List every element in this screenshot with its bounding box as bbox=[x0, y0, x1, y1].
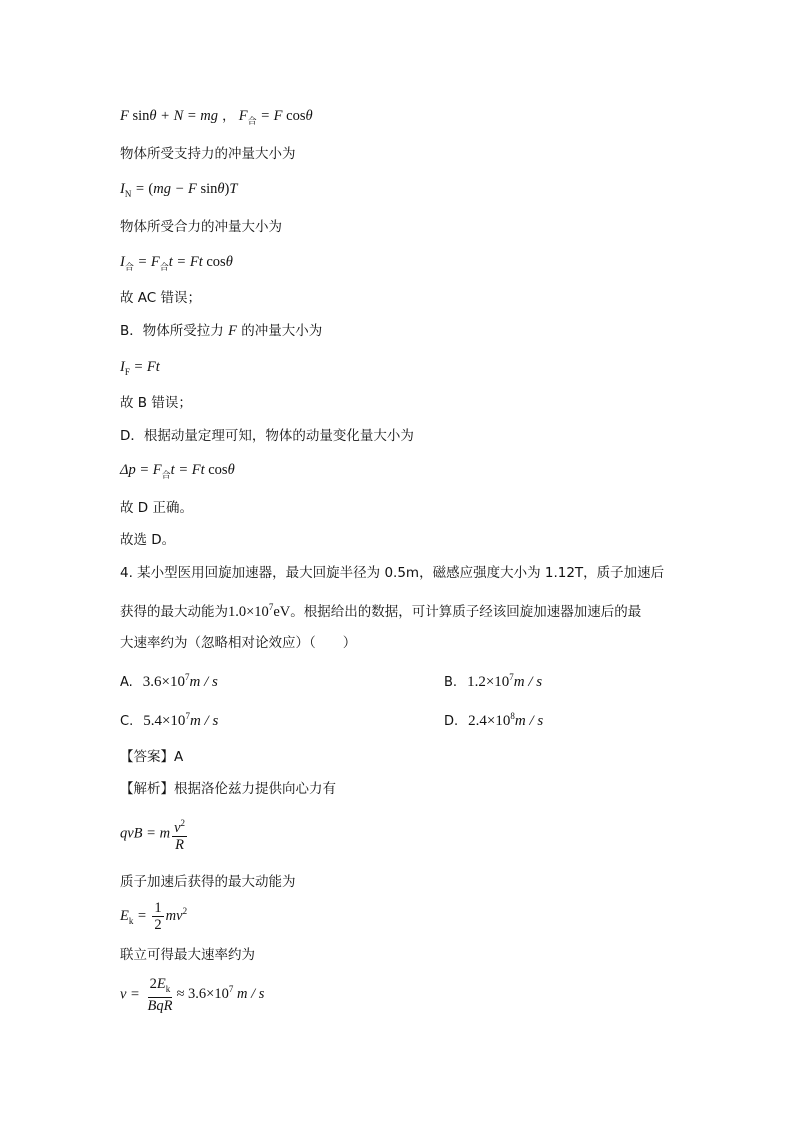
text-support-impulse-label: 物体所受支持力的冲量大小为 bbox=[120, 146, 296, 162]
q-line2-part2: 。根据给出的数据，可计算质子经该回旋加速器加速后的最 bbox=[290, 604, 642, 620]
text-b-part2: 的冲量大小为 bbox=[241, 323, 323, 339]
frac-2Ek-over-BqR: $\frac{2E_k}{\text{BqR}}$ bbox=[147, 976, 173, 1014]
frac-v2-over-R: $\frac{v^2}{R}$ bbox=[172, 815, 187, 853]
text-option-d-explanation: D．根据动量定理可知，物体的动量变化量大小为 bbox=[120, 428, 414, 444]
option-b[interactable] bbox=[444, 672, 542, 691]
q-energy-value bbox=[228, 604, 290, 620]
option-d-label: D. bbox=[444, 714, 459, 729]
equation-support-impulse: $I_N = (mg - F$ sinθ)T bbox=[120, 181, 238, 199]
option-a-label: A. bbox=[120, 675, 133, 690]
option-d[interactable] bbox=[444, 711, 543, 730]
q-energy-exp: 7 bbox=[268, 602, 274, 612]
option-b-exp: 7 bbox=[509, 672, 514, 682]
option-a[interactable] bbox=[120, 672, 218, 691]
q-energy-unit: eV bbox=[273, 604, 291, 620]
max-speed-mantissa: ≈ 3.6×10 bbox=[176, 986, 229, 1003]
frac-one-half: $\frac{1}{2}$ bbox=[154, 900, 162, 933]
option-d-unit: m / s bbox=[514, 713, 544, 729]
text-ac-wrong: 故 AC 错误； bbox=[120, 290, 202, 306]
question-4-line3: 大速率约为（忽略相对论效应）（ ） bbox=[120, 635, 357, 651]
text-choose-d: 故选 D。 bbox=[120, 532, 176, 548]
equation-lorentz: qvB = m $\frac{v^2}{R}$ bbox=[120, 815, 189, 853]
option-c-mantissa: 5.4×10 bbox=[143, 713, 186, 729]
answer-line: 【答案】A bbox=[120, 749, 184, 765]
equation-momentum-change: $\Delta p = F_合t = Ft$ cosθ bbox=[120, 462, 235, 481]
option-a-exp: 7 bbox=[185, 672, 190, 682]
option-c-exp: 7 bbox=[185, 711, 190, 721]
option-c-label: C. bbox=[120, 714, 134, 729]
option-d-value bbox=[468, 713, 543, 729]
question-4-line2 bbox=[120, 598, 641, 621]
text-net-impulse-label: 物体所受合力的冲量大小为 bbox=[120, 219, 282, 235]
equation-max-speed: v = $\frac{2E_k}{\text{BqR}}$ ≈ $3.6\times 10^7$ m / s bbox=[120, 976, 265, 1014]
equation-net-impulse: $I_合 = F_合t = Ft$ cosθ bbox=[120, 254, 233, 273]
max-speed-exp: 7 bbox=[228, 984, 234, 995]
option-d-exp: 8 bbox=[510, 711, 515, 721]
option-a-unit: m / s bbox=[189, 674, 218, 690]
option-a-mantissa: 3.6×10 bbox=[142, 674, 186, 690]
q-line2-part1: 获得的最大动能为 bbox=[120, 604, 228, 620]
var-F: F bbox=[228, 323, 237, 339]
equation-pull-impulse: $I_F = Ft$ bbox=[120, 359, 160, 377]
option-b-value bbox=[467, 674, 542, 690]
text-combine-label: 联立可得最大速率约为 bbox=[120, 947, 255, 963]
option-b-unit: m / s bbox=[513, 674, 543, 690]
question-4-line1: 4. 某小型医用回旋加速器，最大回旋半径为 0.5m，磁感应强度大小为 1.12T，质子加速后 bbox=[120, 565, 665, 581]
max-speed-unit: m / s bbox=[236, 986, 265, 1003]
text-option-b-explanation bbox=[120, 322, 322, 340]
text-b-wrong: 故 B 错误； bbox=[120, 395, 192, 411]
option-a-value bbox=[143, 674, 218, 690]
option-c[interactable] bbox=[120, 711, 218, 730]
option-b-mantissa: 1.2×10 bbox=[467, 674, 510, 690]
analysis-line: 【解析】根据洛伦兹力提供向心力有 bbox=[120, 781, 336, 797]
text-b-part1: B．物体所受拉力 bbox=[120, 323, 224, 339]
q-energy-mantissa: 1.0×10 bbox=[228, 604, 269, 620]
option-b-label: B. bbox=[444, 675, 458, 690]
option-c-unit: m / s bbox=[189, 713, 219, 729]
equation-force-balance: F sinθ + N = mg ， $F_合 = F$ cosθ bbox=[120, 108, 313, 127]
text-d-correct: 故 D 正确。 bbox=[120, 500, 193, 516]
text-max-ke-label: 质子加速后获得的最大动能为 bbox=[120, 874, 296, 890]
equation-kinetic-energy: $E_k$ = $\frac{1}{2}$ $mv^2$ bbox=[120, 900, 188, 933]
option-d-mantissa: 2.4×10 bbox=[468, 713, 511, 729]
option-c-value bbox=[143, 713, 218, 729]
